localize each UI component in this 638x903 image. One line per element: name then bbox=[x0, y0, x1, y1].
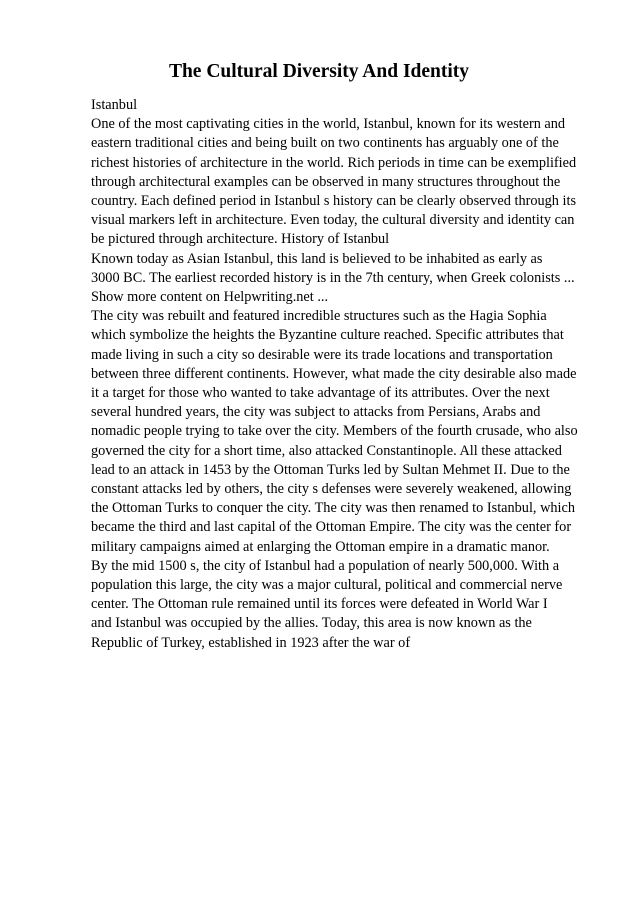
document-body bbox=[91, 96, 591, 653]
body-line: Show more content on Helpwriting.net ... bbox=[91, 289, 329, 306]
body-line: military campaigns aimed at enlarging the Ottoman empire in a dramatic manor. bbox=[91, 538, 550, 555]
body-line: the Ottoman Turks to conquer the city. The city was then renamed to Istanbul, which bbox=[91, 500, 576, 517]
body-line: center. The Ottoman rule remained until its forces were defeated in World War I bbox=[91, 596, 548, 613]
body-line: nomadic people trying to take over the city. Members of the fourth crusade, who also bbox=[91, 423, 578, 440]
body-line: Republic of Turkey, established in 1923 after the war of bbox=[91, 634, 411, 651]
body-line: 3000 BC. The earliest recorded history is in the 7th century, when Greek colonists ... bbox=[91, 269, 575, 286]
body-line: country. Each defined period in Istanbul s history can be clearly observed through its bbox=[91, 193, 577, 210]
body-line: be pictured through architecture. History of Istanbul bbox=[91, 231, 390, 248]
body-line: constant attacks led by others, the city s defenses were severely weakened, allowing bbox=[91, 481, 572, 498]
body-line: eastern traditional cities and being built on two continents has arguably one of the bbox=[91, 135, 559, 152]
body-line: richest histories of architecture in the world. Rich periods in time can be exemplified bbox=[91, 154, 577, 171]
body-line: visual markers left in architecture. Even today, the cultural diversity and identity can bbox=[91, 212, 575, 229]
body-line: The city was rebuilt and featured incredible structures such as the Hagia Sophia bbox=[91, 308, 547, 325]
body-line: several hundred years, the city was subject to attacks from Persians, Arabs and bbox=[91, 404, 541, 421]
body-line: Istanbul bbox=[91, 97, 138, 113]
body-line: lead to an attack in 1453 by the Ottoman Turks led by Sultan Mehmet II. Due to the bbox=[91, 461, 570, 478]
body-line: By the mid 1500 s, the city of Istanbul had a population of nearly 500,000. With a bbox=[91, 557, 560, 574]
body-line: and Istanbul was occupied by the allies. Today, this area is now known as the bbox=[91, 615, 532, 632]
document-title: The Cultural Diversity And Identity bbox=[168, 61, 470, 82]
body-line: which symbolize the heights the Byzantine culture reached. Specific attributes that bbox=[91, 327, 564, 344]
body-line: Known today as Asian Istanbul, this land is believed to be inhabited as early as bbox=[91, 250, 543, 267]
body-line: One of the most captivating cities in the world, Istanbul, known for its western and bbox=[91, 116, 566, 133]
body-line: population this large, the city was a major cultural, political and commercial nerve bbox=[91, 577, 563, 594]
body-line: through architectural examples can be observed in many structures throughout the bbox=[91, 173, 561, 190]
body-line: became the third and last capital of the Ottoman Empire. The city was the center for bbox=[91, 519, 572, 536]
body-line: it a target for those who wanted to take advantage of its attributes. Over the next bbox=[91, 385, 550, 402]
body-line: governed the city for a short time, also attacked Constantinople. All these attacked bbox=[91, 442, 562, 459]
body-line: between three different continents. However, what made the city desirable also made bbox=[91, 365, 577, 382]
body-line: made living in such a city so desirable were its trade locations and transportation bbox=[91, 346, 553, 363]
